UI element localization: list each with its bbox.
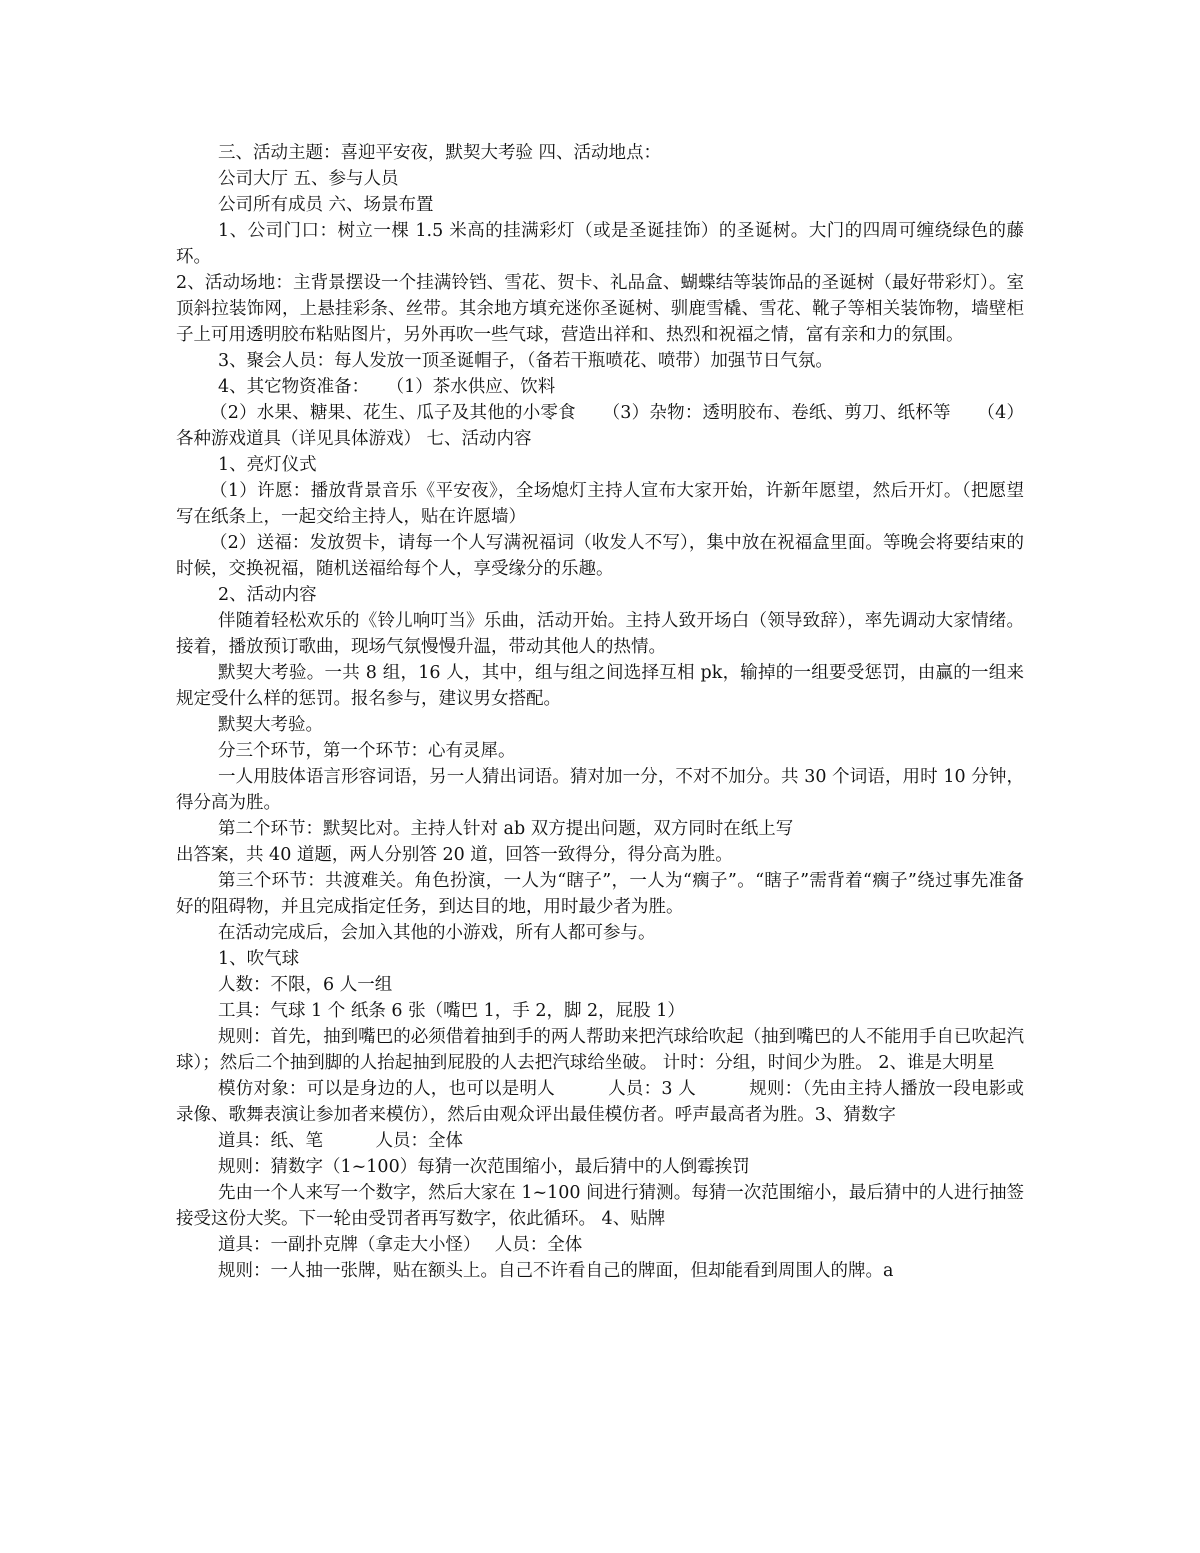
paragraph: 一人用肢体语言形容词语，另一人猜出词语。猜对加一分，不对不加分。共 30 个词语，用时 10 分钟，得分高为胜。 — [176, 767, 1024, 813]
paragraph: 人数：不限，6 人一组 — [218, 975, 393, 995]
paragraph: 默契大考验。 — [218, 715, 323, 735]
paragraph: 道具：纸、笔 人员：全体 — [218, 1131, 463, 1151]
paragraph: 1、亮灯仪式 — [218, 455, 317, 475]
paragraph: 规则：首先，抽到嘴巴的必须借着抽到手的两人帮助来把汽球给吹起（抽到嘴巴的人不能用手自已吹起汽球）；然后二个抽到脚的人抬起抽到屁股的人去把汽球给坐破。 计时：分组，时间少为胜。 2、谁是大明星 — [176, 1027, 1024, 1073]
paragraph: 先由一个人来写一个数字，然后大家在 1~100 间进行猜测。每猜一次范围缩小，最后猜中的人进行抽签接受这份大奖。下一轮由受罚者再写数字，依此循环。 4、贴牌 — [176, 1183, 1024, 1229]
paragraph: 1、吹气球 — [218, 949, 300, 969]
paragraph: 第三个环节：共渡难关。角色扮演，一人为“瞎子”，一人为“瘸子”。“瞎子”需背着“瘸子”绕过事先准备好的阻碍物，并且完成指定任务，到达目的地，用时最少者为胜。 — [176, 871, 1024, 917]
paragraph: （2）送福：发放贺卡，请每一个人写满祝福词（收发人不写），集中放在祝福盒里面。等晚会将要结束的时候，交换祝福，随机送福给每个人，享受缘分的乐趣。 — [176, 533, 1024, 579]
paragraph: 分三个环节，第一个环节：心有灵犀。 — [218, 741, 516, 761]
paragraph: 2、活动场地：主背景摆设一个挂满铃铛、雪花、贺卡、礼品盒、蝴蝶结等装饰品的圣诞树（最好带彩灯）。室顶斜拉装饰网，上悬挂彩条、丝带。其余地方填充迷你圣诞树、驯鹿雪橇、雪花、靴子等相关装饰物，墙壁柜子上可用透明胶布粘贴图片，另外再吹一些气球，营造出祥和、热烈和祝福之情，富有亲和力的氛围。 — [176, 273, 1024, 345]
paragraph: 伴随着轻松欢乐的《铃儿响叮当》乐曲，活动开始。主持人致开场白（领导致辞），率先调动大家情绪。接着，播放预订歌曲，现场气氛慢慢升温，带动其他人的热情。 — [176, 611, 1024, 657]
document-page — [176, 140, 1024, 1284]
paragraph: 2、活动内容 — [218, 585, 317, 605]
paragraph: 第二个环节：默契比对。主持人针对 ab 双方提出问题，双方同时在纸上写 — [218, 819, 794, 839]
paragraph: 公司大厅 五、参与人员 — [218, 169, 399, 189]
paragraph: 出答案，共 40 道题，两人分别答 20 道，回答一致得分，得分高为胜。 — [176, 845, 733, 865]
paragraph: 默契大考验。一共 8 组，16 人，其中，组与组之间选择互相 pk，输掉的一组要受惩罚，由赢的一组来规定受什么样的惩罚。报名参与，建议男女搭配。 — [176, 663, 1024, 709]
paragraph: 规则：一人抽一张牌，贴在额头上。自己不许看自己的牌面，但却能看到周围人的牌。a — [218, 1261, 894, 1281]
paragraph: 道具：一副扑克牌（拿走大小怪） 人员：全体 — [218, 1235, 583, 1255]
paragraph: 在活动完成后，会加入其他的小游戏，所有人都可参与。 — [218, 923, 656, 943]
paragraph: （2）水果、糖果、花生、瓜子及其他的小零食 （3）杂物：透明胶布、卷纸、剪刀、纸杯等 （4）各种游戏道具（详见具体游戏） 七、活动内容 — [176, 403, 1024, 449]
paragraph: 4、其它物资准备： （1）茶水供应、饮料 — [218, 377, 556, 397]
paragraph: （1）许愿：播放背景音乐《平安夜》，全场熄灯主持人宣布大家开始，许新年愿望，然后开灯。（把愿望写在纸条上，一起交给主持人，贴在许愿墙） — [176, 481, 1024, 527]
paragraph: 三、活动主题：喜迎平安夜，默契大考验 四、活动地点： — [218, 143, 662, 163]
paragraph: 工具：气球 1 个 纸条 6 张（嘴巴 1，手 2，脚 2，屁股 1） — [218, 1001, 685, 1021]
paragraph: 规则：猜数字（1~100）每猜一次范围缩小，最后猜中的人倒霉挨罚 — [218, 1157, 750, 1177]
paragraph: 公司所有成员 六、场景布置 — [218, 195, 434, 215]
paragraph: 1、公司门口：树立一棵 1.5 米高的挂满彩灯（或是圣诞挂饰）的圣诞树。大门的四周可缠绕绿色的藤环。 — [176, 221, 1024, 267]
paragraph: 3、聚会人员：每人发放一顶圣诞帽子，（备若干瓶喷花、喷带）加强节日气氛。 — [218, 351, 833, 371]
paragraph: 模仿对象：可以是身边的人，也可以是明人 人员：3 人 规则：（先由主持人播放一段电影或录像、歌舞表演让参加者来模仿），然后由观众评出最佳模仿者。呼声最高者为胜。3、猜数字 — [176, 1079, 1024, 1125]
